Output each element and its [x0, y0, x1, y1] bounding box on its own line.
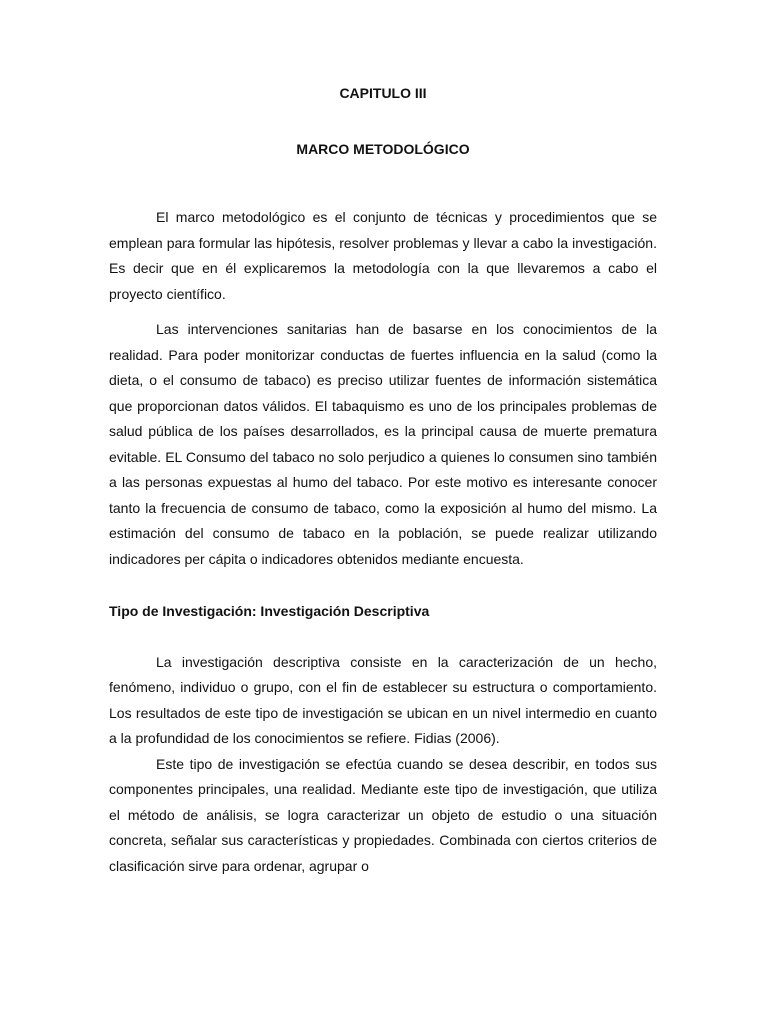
document-page [109, 78, 657, 879]
paragraph-descriptive-definition: La investigación descriptiva consiste en la caracterización de un hecho, fenómeno, individuo o grupo, con el fin de establecer su estructura o comportamiento. Los resultados de este tipo de investigación se ubican en un nivel intermedio en cuanto a la profundidad de los conocimientos se refiere. Fidias (2006). [109, 653, 657, 746]
paragraph-context: Las intervenciones sanitarias han de basarse en los conocimientos de la realidad. Para poder monitorizar conductas de fuertes influencia en la salud (como la dieta, o el consumo de tabaco) es preciso utilizar fuentes de información sistemática que proporcionan datos válidos. El tabaquismo es uno de los principales problemas de salud pública de los países desarrollados, es la principal causa de muerte prematura evitable. EL Consumo del tabaco no solo perjudico a quienes lo consumen sino también a las personas expuestas al humo del tabaco. Por este motivo es interesante conocer tanto la frecuencia de consumo de tabaco, como la exposición al humo del mismo. La estimación del consumo de tabaco en la población, se puede realizar utilizando indicadores per cápita o indicadores obtenidos mediante encuesta. [109, 321, 657, 567]
paragraph-descriptive-usage: Este tipo de investigación se efectúa cuando se desea describir, en todos sus componentes principales, una realidad. Mediante este tipo de investigación, que utiliza el método de análisis, se logra caracterizar un objeto de estudio o una situación concreta, señalar sus características y propiedades. Combinada con ciertos criterios de clasificación sirve para ordenar, agrupar o [109, 755, 657, 874]
chapter-heading: CAPITULO III [339, 85, 427, 101]
section-title: MARCO METODOLÓGICO [296, 141, 470, 157]
subheading-research-type: Tipo de Investigación: Investigación Descriptiva [109, 603, 430, 619]
paragraph-intro: El marco metodológico es el conjunto de técnicas y procedimientos que se emplean para formular las hipótesis, resolver problemas y llevar a cabo la investigación. Es decir que en él explicaremos la metodología con la que llevaremos a cabo el proyecto científico. [109, 209, 657, 302]
